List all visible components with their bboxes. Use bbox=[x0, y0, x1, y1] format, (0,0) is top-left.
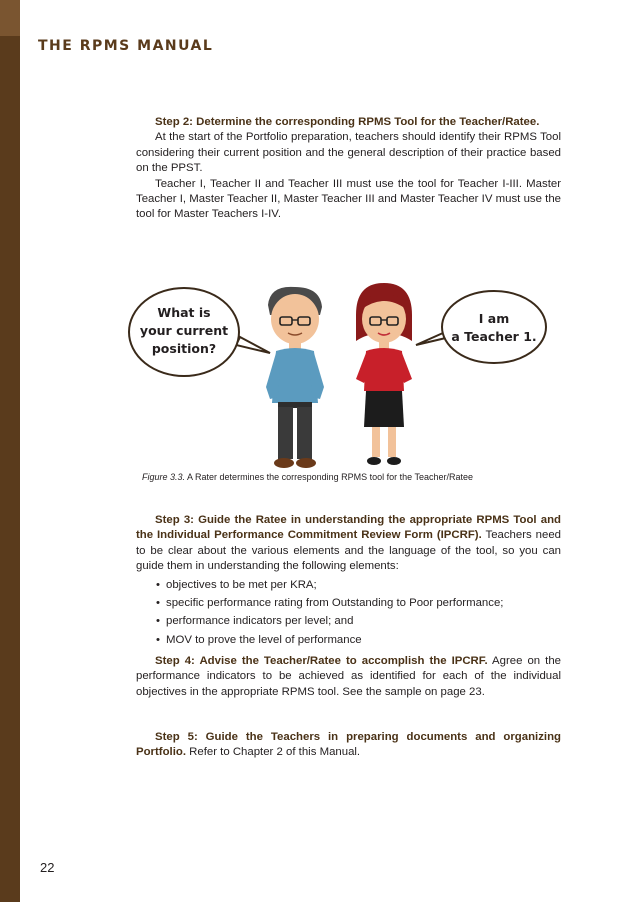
bubble-right-line2: a Teacher 1. bbox=[451, 329, 537, 344]
figure-caption-label: Figure 3.3. bbox=[142, 472, 186, 482]
step3-bullet-list bbox=[136, 578, 561, 649]
bubble-left-line2: your current bbox=[139, 323, 229, 338]
step4-body: Agree on the performance indicators to be achieved as identified for each of the individual objectives in the appropriate RPMS tool. See the sample on page 23. bbox=[136, 655, 562, 698]
page-sidebar-bar bbox=[0, 0, 20, 902]
bubble-left-line1: What is bbox=[157, 305, 211, 320]
step2-para2: Teacher I, Teacher II and Teacher III must use the tool for Teacher I-III. Master Teacher I, Master Teacher II, Master Teacher III and Master Teacher IV must use the tool for Master Teachers I-IV. bbox=[136, 177, 561, 221]
step2-heading: Step 2: Determine the corresponding RPMS Tool for the Teacher/Ratee. bbox=[155, 116, 540, 128]
list-item: • performance indicators per level; and bbox=[156, 614, 561, 629]
man-figure bbox=[266, 287, 324, 468]
step5-heading: Step 5: Guide the Teachers in preparing documents and organizing Portfolio. bbox=[136, 731, 561, 759]
step5-body: Refer to Chapter 2 of this Manual. bbox=[185, 746, 361, 759]
step4-heading: Step 4: Advise the Teacher/Ratee to accomplish the IPCRF. bbox=[155, 655, 488, 667]
sidebar-cap bbox=[0, 0, 20, 36]
page-number: 22 bbox=[40, 860, 55, 875]
step2-section bbox=[136, 115, 561, 223]
woman-figure bbox=[356, 283, 412, 465]
step2-para1: At the start of the Portfolio preparation, teachers should identify their RPMS Tool considering their current position and the general description of their practice based on the PPST. bbox=[136, 131, 561, 175]
list-item: • MOV to prove the level of performance bbox=[156, 633, 561, 648]
bubble-left-line3: position? bbox=[151, 341, 217, 356]
step4-section bbox=[136, 654, 561, 700]
step3-body: Teachers need to be clear about the various elements and the language of the tool, so you can guide them in understanding the following elements: bbox=[136, 529, 561, 573]
bubble-right-line1: I am bbox=[478, 311, 510, 326]
list-item: • objectives to be met per KRA; bbox=[156, 578, 561, 593]
list-item: • specific performance rating from Outstanding to Poor performance; bbox=[156, 596, 561, 611]
speech-bubble-left bbox=[129, 288, 270, 376]
speech-bubble-right bbox=[416, 291, 546, 363]
step3-section bbox=[136, 513, 561, 651]
step3-heading: Step 3: Guide the Ratee in understanding the appropriate RPMS Tool and the Individual Performance Commitment Review Form (IPCRF). bbox=[136, 514, 561, 542]
running-header: THE RPMS MANUAL bbox=[38, 38, 214, 54]
rater-ratee-illustration bbox=[120, 275, 560, 475]
step5-section bbox=[136, 730, 561, 761]
figure-caption-text: A Rater determines the corresponding RPMS tool for the Teacher/Ratee bbox=[185, 472, 474, 482]
figure-caption bbox=[142, 472, 473, 482]
